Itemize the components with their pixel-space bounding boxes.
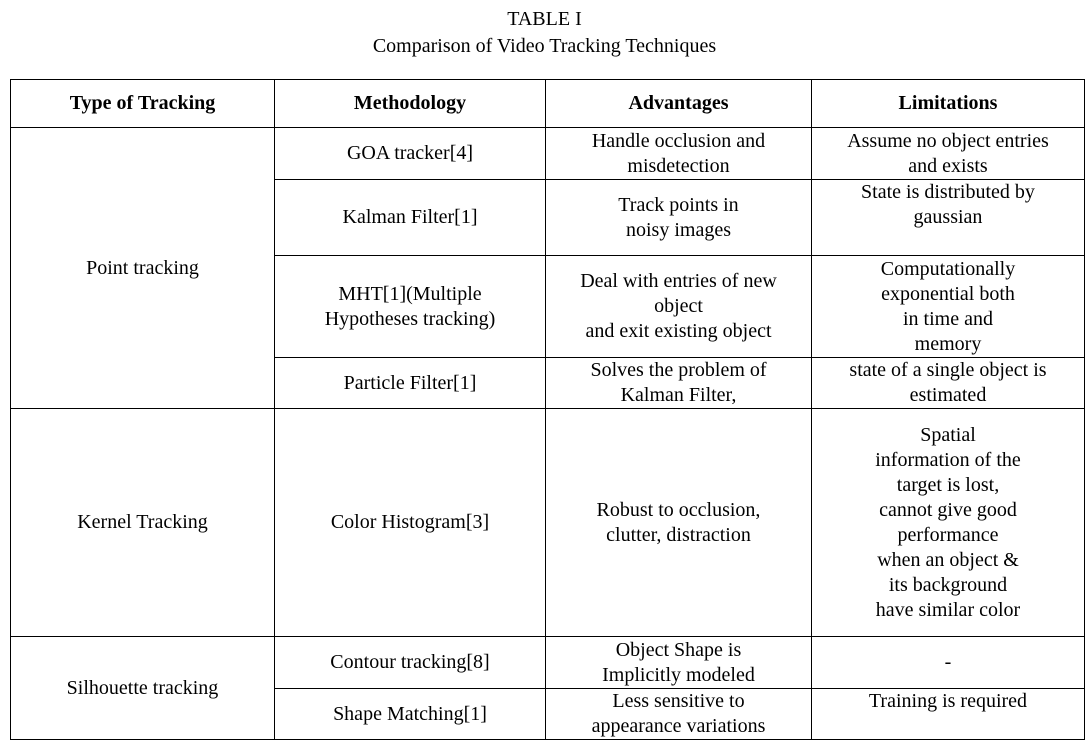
table-row — [11, 409, 1085, 637]
limitations-text: state of a single object is estimated — [849, 359, 1047, 406]
table-title: Comparison of Video Tracking Techniques — [372, 35, 717, 57]
advantages-text: Robust to occlusion, clutter, distraction — [596, 498, 761, 546]
methodology-text: MHT[1](Multiple Hypotheses tracking) — [324, 282, 496, 330]
group-type-cell — [11, 409, 275, 637]
comparison-table — [10, 79, 1085, 740]
limitations-cell — [812, 256, 1085, 358]
limitations-cell — [812, 128, 1085, 180]
methodology-cell — [275, 637, 546, 689]
header-methodology: Methodology — [275, 80, 546, 128]
advantages-text: Handle occlusion and misdetection — [591, 129, 766, 177]
methodology-text: Color Histogram[3] — [330, 511, 490, 533]
methodology-text: GOA tracker[4] — [346, 142, 474, 164]
limitations-text: Computationally exponential both in time and memory — [880, 257, 1016, 355]
methodology-cell — [275, 409, 546, 637]
limitations-cell — [812, 180, 1085, 256]
advantages-cell — [546, 358, 812, 409]
group-type-cell — [11, 637, 275, 740]
methodology-text: Particle Filter[1] — [343, 371, 477, 394]
advantages-text: Deal with entries of new object and exit existing object — [580, 270, 777, 342]
advantages-text: Track points in noisy images — [618, 193, 739, 241]
table-row — [11, 637, 1085, 689]
methodology-cell — [275, 358, 546, 409]
header-limitations: Limitations — [812, 80, 1085, 128]
limitations-text: Assume no object entries and exists — [847, 129, 1049, 177]
limitations-cell — [812, 409, 1085, 637]
advantages-text: Object Shape is Implicitly modeled — [602, 638, 755, 686]
table-row — [11, 128, 1085, 180]
methodology-cell — [275, 689, 546, 740]
methodology-cell — [275, 256, 546, 358]
group-type: Kernel Tracking — [77, 511, 208, 533]
advantages-text: Solves the problem of Kalman Filter, — [590, 359, 767, 406]
advantages-cell — [546, 256, 812, 358]
advantages-cell — [546, 409, 812, 637]
advantages-cell — [546, 637, 812, 689]
methodology-text: Contour tracking[8] — [330, 651, 490, 673]
limitations-text: Spatial information of the target is lost, cannot give good performance when an object & its background have similar color — [875, 423, 1021, 621]
group-type: Point tracking — [86, 256, 199, 279]
header-advantages: Advantages — [546, 80, 812, 128]
header-type: Type of Tracking — [11, 80, 275, 128]
limitations-cell — [812, 637, 1085, 689]
limitations-text: State is distributed by gaussian — [861, 181, 1035, 228]
methodology-cell — [275, 128, 546, 180]
methodology-cell — [275, 180, 546, 256]
limitations-text: Training is required — [868, 690, 1028, 712]
group-type: Silhouette tracking — [66, 676, 219, 699]
advantages-cell — [546, 128, 812, 180]
group-type-cell — [11, 128, 275, 409]
methodology-text: Kalman Filter[1] — [342, 206, 478, 228]
limitations-text: - — [944, 651, 952, 673]
header-row — [11, 80, 1085, 128]
methodology-text: Shape Matching[1] — [333, 702, 487, 725]
advantages-text: Less sensitive to appearance variations — [591, 690, 766, 737]
table-label: TABLE I — [507, 8, 582, 30]
limitations-cell — [812, 689, 1085, 740]
advantages-cell — [546, 689, 812, 740]
limitations-cell — [812, 358, 1085, 409]
advantages-cell — [546, 180, 812, 256]
